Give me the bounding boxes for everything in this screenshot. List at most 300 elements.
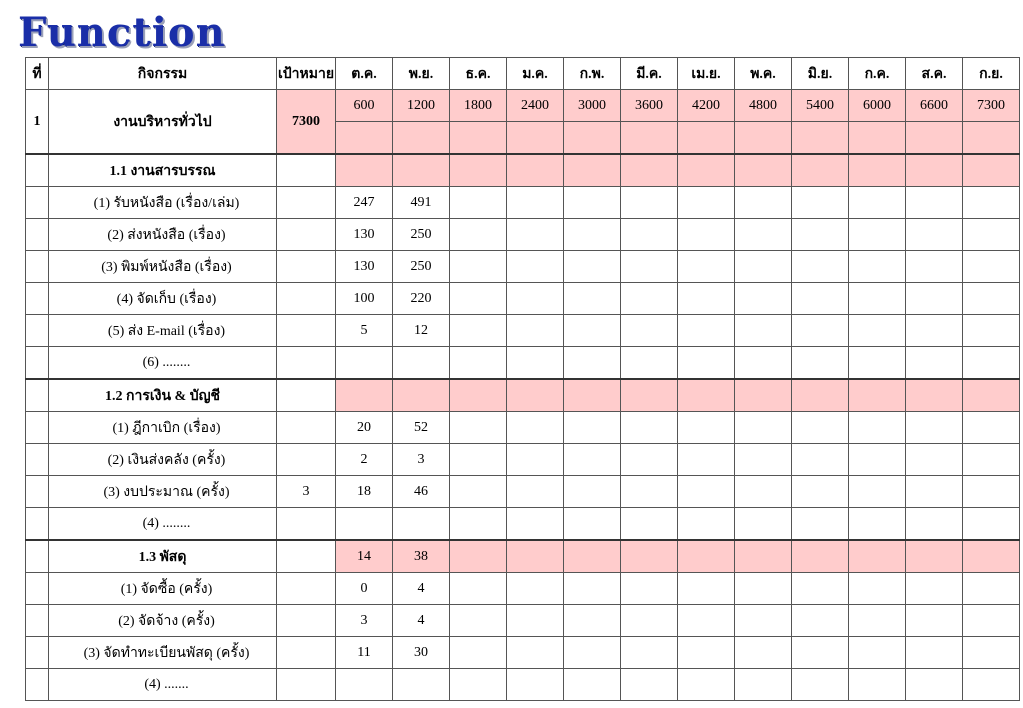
row-activity: (2) ส่งหนังสือ (เรื่อง): [49, 219, 277, 251]
month-cell: 30: [393, 637, 450, 669]
month-cell: [336, 508, 393, 541]
header-month: ก.ย.: [963, 58, 1020, 90]
section-month-cell: [963, 154, 1020, 187]
header-month: ก.ค.: [849, 58, 906, 90]
row-target: [277, 251, 336, 283]
section-row: [26, 540, 1020, 573]
month-cell: [963, 508, 1020, 541]
month-cell: [963, 219, 1020, 251]
month-cell: [621, 283, 678, 315]
main-activity-row: [26, 90, 1020, 122]
main-month-cell: 1200: [393, 90, 450, 122]
month-cell: [678, 412, 735, 444]
month-cell: 12: [393, 315, 450, 347]
row-activity: (1) ฎีกาเบิก (เรื่อง): [49, 412, 277, 444]
month-cell: [906, 508, 963, 541]
month-cell: [621, 187, 678, 219]
month-cell: [735, 605, 792, 637]
month-cell: 130: [336, 219, 393, 251]
section-title: 1.3 พัสดุ: [49, 540, 277, 573]
row-activity: (4) ........: [49, 508, 277, 541]
month-cell: [621, 573, 678, 605]
month-cell: [450, 508, 507, 541]
month-cell: [849, 283, 906, 315]
month-cell: [450, 573, 507, 605]
month-cell: [507, 347, 564, 380]
month-cell: 52: [393, 412, 450, 444]
row-no: [26, 187, 49, 219]
main-month-cell: 2400: [507, 90, 564, 122]
month-cell: 3: [393, 444, 450, 476]
month-cell: [963, 637, 1020, 669]
month-cell: [735, 508, 792, 541]
month-cell: [507, 637, 564, 669]
month-cell: [849, 573, 906, 605]
main-activity: งานบริหารทั่วไป: [49, 90, 277, 155]
month-cell: [792, 637, 849, 669]
month-cell: [507, 508, 564, 541]
row-activity: (4) จัดเก็บ (เรื่อง): [49, 283, 277, 315]
table-row: [26, 347, 1020, 380]
month-cell: [564, 347, 621, 380]
section-month-cell: [564, 540, 621, 573]
main-month-cell: 3600: [621, 90, 678, 122]
month-cell: [450, 347, 507, 380]
header-target: เป้าหมาย: [277, 58, 336, 90]
month-cell: [678, 187, 735, 219]
row-activity: (2) เงินส่งคลัง (ครั้ง): [49, 444, 277, 476]
section-target: [277, 540, 336, 573]
table-row: [26, 187, 1020, 219]
table-row: [26, 605, 1020, 637]
month-cell: [963, 444, 1020, 476]
month-cell: [906, 283, 963, 315]
main-month-blank-cell: [507, 122, 564, 155]
month-cell: 5: [336, 315, 393, 347]
table-row: [26, 283, 1020, 315]
month-cell: [507, 315, 564, 347]
section-row: [26, 154, 1020, 187]
month-cell: [621, 251, 678, 283]
main-month-cell: 1800: [450, 90, 507, 122]
header-no: ที่: [26, 58, 49, 90]
month-cell: [336, 669, 393, 701]
table-body: [26, 90, 1020, 701]
month-cell: [393, 508, 450, 541]
month-cell: [507, 283, 564, 315]
section-month-cell: [393, 379, 450, 412]
month-cell: [621, 444, 678, 476]
table-row: [26, 476, 1020, 508]
month-cell: [849, 219, 906, 251]
month-cell: [450, 315, 507, 347]
header-month: พ.ย.: [393, 58, 450, 90]
month-cell: 247: [336, 187, 393, 219]
month-cell: [564, 412, 621, 444]
month-cell: [564, 669, 621, 701]
month-cell: [735, 283, 792, 315]
month-cell: [849, 669, 906, 701]
month-cell: [450, 444, 507, 476]
month-cell: 20: [336, 412, 393, 444]
section-month-cell: [906, 379, 963, 412]
table-row: [26, 573, 1020, 605]
month-cell: [678, 315, 735, 347]
month-cell: [906, 669, 963, 701]
month-cell: [963, 669, 1020, 701]
month-cell: [450, 605, 507, 637]
section-month-cell: [621, 540, 678, 573]
month-cell: [906, 605, 963, 637]
main-month-blank-cell: [564, 122, 621, 155]
month-cell: [792, 187, 849, 219]
table-row: [26, 637, 1020, 669]
row-target: [277, 347, 336, 380]
section-month-cell: [507, 379, 564, 412]
month-cell: [735, 219, 792, 251]
section-month-cell: [678, 379, 735, 412]
month-cell: 0: [336, 573, 393, 605]
month-cell: [735, 251, 792, 283]
row-no: [26, 347, 49, 380]
section-month-cell: [450, 540, 507, 573]
month-cell: [678, 605, 735, 637]
row-target: [277, 573, 336, 605]
month-cell: [678, 283, 735, 315]
row-target: [277, 508, 336, 541]
section-month-cell: [735, 540, 792, 573]
section-month-cell: [792, 154, 849, 187]
row-no: [26, 444, 49, 476]
month-cell: [849, 412, 906, 444]
month-cell: [678, 476, 735, 508]
month-cell: [678, 508, 735, 541]
main-month-cell: 4800: [735, 90, 792, 122]
row-no: [26, 219, 49, 251]
main-month-cell: 6000: [849, 90, 906, 122]
month-cell: [507, 669, 564, 701]
month-cell: [621, 347, 678, 380]
month-cell: [792, 315, 849, 347]
month-cell: [849, 508, 906, 541]
section-month-cell: [336, 379, 393, 412]
main-month-cell: 600: [336, 90, 393, 122]
month-cell: [735, 412, 792, 444]
header-row: [26, 58, 1020, 90]
month-cell: [849, 444, 906, 476]
month-cell: [450, 476, 507, 508]
page-title: Function: [18, 9, 226, 56]
month-cell: [507, 444, 564, 476]
month-cell: [963, 283, 1020, 315]
header-month: มี.ค.: [621, 58, 678, 90]
section-month-cell: [849, 154, 906, 187]
row-no: [26, 605, 49, 637]
section-month-cell: [678, 540, 735, 573]
month-cell: [621, 669, 678, 701]
month-cell: 46: [393, 476, 450, 508]
main-month-blank-cell: [336, 122, 393, 155]
main-month-blank-cell: [678, 122, 735, 155]
month-cell: [450, 637, 507, 669]
section-target: [277, 379, 336, 412]
main-target: 7300: [277, 90, 336, 155]
section-month-cell: [336, 154, 393, 187]
month-cell: [621, 315, 678, 347]
section-month-cell: [507, 154, 564, 187]
month-cell: [849, 347, 906, 380]
month-cell: [678, 637, 735, 669]
main-month-cell: 3000: [564, 90, 621, 122]
header-month: มิ.ย.: [792, 58, 849, 90]
month-cell: [906, 412, 963, 444]
main-month-cell: 7300: [963, 90, 1020, 122]
section-month-cell: [450, 379, 507, 412]
month-cell: [849, 637, 906, 669]
month-cell: [906, 444, 963, 476]
section-month-cell: [792, 540, 849, 573]
month-cell: [735, 315, 792, 347]
row-target: [277, 283, 336, 315]
month-cell: [621, 637, 678, 669]
month-cell: [564, 315, 621, 347]
month-cell: [564, 637, 621, 669]
main-month-blank-cell: [963, 122, 1020, 155]
header-activity: กิจกรรม: [49, 58, 277, 90]
section-target: [277, 154, 336, 187]
main-no: 1: [26, 90, 49, 155]
row-no: [26, 637, 49, 669]
row-activity: (5) ส่ง E-mail (เรื่อง): [49, 315, 277, 347]
month-cell: [792, 412, 849, 444]
month-cell: [678, 669, 735, 701]
month-cell: [450, 187, 507, 219]
month-cell: [564, 251, 621, 283]
month-cell: [963, 412, 1020, 444]
row-target: [277, 187, 336, 219]
table-row: [26, 219, 1020, 251]
month-cell: [963, 347, 1020, 380]
month-cell: [849, 315, 906, 347]
month-cell: [564, 476, 621, 508]
month-cell: [507, 251, 564, 283]
month-cell: [621, 476, 678, 508]
row-activity: (3) งบประมาณ (ครั้ง): [49, 476, 277, 508]
month-cell: [678, 573, 735, 605]
row-no: [26, 669, 49, 701]
month-cell: [792, 508, 849, 541]
main-month-blank-cell: [735, 122, 792, 155]
month-cell: [792, 347, 849, 380]
month-cell: [906, 219, 963, 251]
month-cell: [906, 347, 963, 380]
month-cell: [564, 283, 621, 315]
month-cell: [564, 605, 621, 637]
month-cell: [507, 187, 564, 219]
header-month: ต.ค.: [336, 58, 393, 90]
month-cell: 250: [393, 251, 450, 283]
section-month-cell: [678, 154, 735, 187]
section-month-cell: [564, 154, 621, 187]
month-cell: [564, 219, 621, 251]
row-no: [26, 573, 49, 605]
row-no: [26, 412, 49, 444]
month-cell: [450, 251, 507, 283]
header-month: ธ.ค.: [450, 58, 507, 90]
month-cell: [792, 476, 849, 508]
section-no: [26, 540, 49, 573]
header-month: เม.ย.: [678, 58, 735, 90]
month-cell: [678, 347, 735, 380]
month-cell: [507, 605, 564, 637]
month-cell: [963, 476, 1020, 508]
header-month: ส.ค.: [906, 58, 963, 90]
month-cell: [621, 605, 678, 637]
section-month-cell: [621, 154, 678, 187]
row-target: [277, 219, 336, 251]
section-title: 1.1 งานสารบรรณ: [49, 154, 277, 187]
row-target: 3: [277, 476, 336, 508]
activity-table: [25, 57, 1020, 701]
month-cell: [906, 573, 963, 605]
month-cell: 11: [336, 637, 393, 669]
month-cell: [735, 444, 792, 476]
header-month: ก.พ.: [564, 58, 621, 90]
month-cell: 220: [393, 283, 450, 315]
month-cell: [507, 219, 564, 251]
section-month-cell: [849, 379, 906, 412]
table-row: [26, 315, 1020, 347]
main-month-blank-cell: [792, 122, 849, 155]
header-month: พ.ค.: [735, 58, 792, 90]
section-no: [26, 379, 49, 412]
month-cell: [792, 605, 849, 637]
section-month-cell: [906, 540, 963, 573]
month-cell: [678, 251, 735, 283]
row-no: [26, 251, 49, 283]
section-month-cell: [906, 154, 963, 187]
month-cell: [849, 251, 906, 283]
row-no: [26, 315, 49, 347]
month-cell: [735, 669, 792, 701]
section-month-cell: [621, 379, 678, 412]
main-month-blank-cell: [393, 122, 450, 155]
section-month-cell: [393, 154, 450, 187]
month-cell: [906, 251, 963, 283]
month-cell: [963, 605, 1020, 637]
row-target: [277, 605, 336, 637]
month-cell: [564, 444, 621, 476]
month-cell: [564, 187, 621, 219]
month-cell: [906, 476, 963, 508]
month-cell: [393, 347, 450, 380]
month-cell: 18: [336, 476, 393, 508]
row-target: [277, 315, 336, 347]
section-row: [26, 379, 1020, 412]
section-month-cell: 14: [336, 540, 393, 573]
main-month-cell: 5400: [792, 90, 849, 122]
month-cell: [621, 219, 678, 251]
month-cell: [735, 573, 792, 605]
month-cell: [963, 573, 1020, 605]
main-month-blank-cell: [621, 122, 678, 155]
month-cell: 491: [393, 187, 450, 219]
row-activity: (1) จัดซื้อ (ครั้ง): [49, 573, 277, 605]
section-no: [26, 154, 49, 187]
main-month-blank-cell: [450, 122, 507, 155]
section-month-cell: [564, 379, 621, 412]
month-cell: [792, 669, 849, 701]
month-cell: [963, 187, 1020, 219]
table-row: [26, 508, 1020, 541]
section-month-cell: 38: [393, 540, 450, 573]
month-cell: [450, 412, 507, 444]
row-no: [26, 508, 49, 541]
table-row: [26, 251, 1020, 283]
month-cell: [678, 444, 735, 476]
row-target: [277, 444, 336, 476]
row-activity: (3) พิมพ์หนังสือ (เรื่อง): [49, 251, 277, 283]
month-cell: 4: [393, 605, 450, 637]
row-activity: (4) .......: [49, 669, 277, 701]
month-cell: [735, 347, 792, 380]
month-cell: 250: [393, 219, 450, 251]
table-row: [26, 444, 1020, 476]
section-month-cell: [507, 540, 564, 573]
row-activity: (1) รับหนังสือ (เรื่อง/เล่ม): [49, 187, 277, 219]
month-cell: [792, 573, 849, 605]
row-activity: (2) จัดจ้าง (ครั้ง): [49, 605, 277, 637]
month-cell: [621, 412, 678, 444]
month-cell: 2: [336, 444, 393, 476]
month-cell: 4: [393, 573, 450, 605]
month-cell: [507, 573, 564, 605]
row-target: [277, 669, 336, 701]
section-month-cell: [792, 379, 849, 412]
section-month-cell: [450, 154, 507, 187]
month-cell: [564, 508, 621, 541]
month-cell: [450, 219, 507, 251]
main-month-cell: 6600: [906, 90, 963, 122]
header-month: ม.ค.: [507, 58, 564, 90]
month-cell: [906, 637, 963, 669]
month-cell: [963, 315, 1020, 347]
section-month-cell: [963, 540, 1020, 573]
table-row: [26, 669, 1020, 701]
month-cell: 130: [336, 251, 393, 283]
section-month-cell: [849, 540, 906, 573]
main-month-cell: 4200: [678, 90, 735, 122]
month-cell: [906, 187, 963, 219]
month-cell: [450, 283, 507, 315]
month-cell: [792, 444, 849, 476]
month-cell: [393, 669, 450, 701]
month-cell: [507, 412, 564, 444]
section-title: 1.2 การเงิน & บัญชี: [49, 379, 277, 412]
month-cell: [564, 573, 621, 605]
main-month-blank-cell: [849, 122, 906, 155]
month-cell: [621, 508, 678, 541]
row-activity: (6) ........: [49, 347, 277, 380]
month-cell: [792, 251, 849, 283]
section-month-cell: [963, 379, 1020, 412]
section-month-cell: [735, 379, 792, 412]
month-cell: [735, 637, 792, 669]
month-cell: [792, 219, 849, 251]
month-cell: [849, 187, 906, 219]
main-month-blank-cell: [906, 122, 963, 155]
month-cell: [735, 476, 792, 508]
